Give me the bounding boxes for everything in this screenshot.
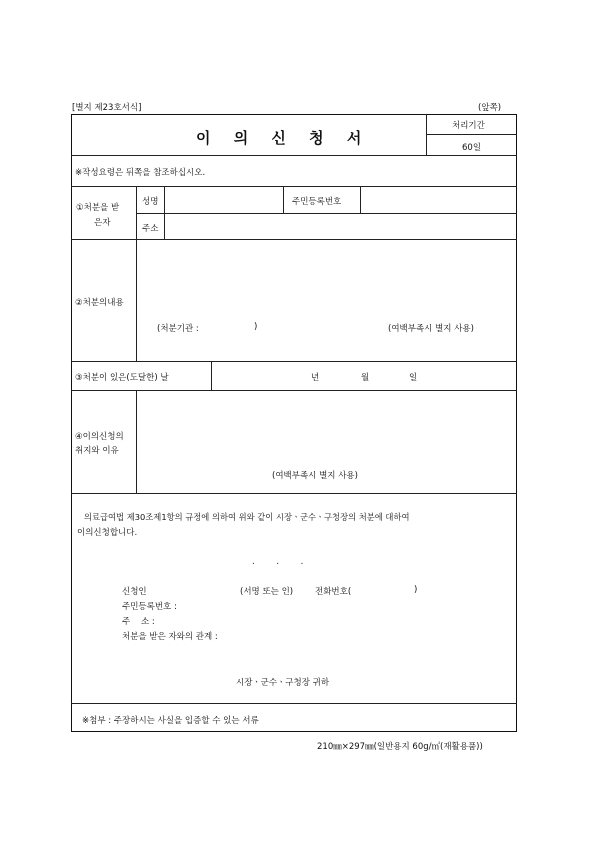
section1-label-cont: 은자 [94, 218, 111, 228]
date-line: . . . [252, 557, 304, 567]
form-title: 이 의 신 청 서 [196, 129, 371, 147]
divider [71, 703, 517, 704]
relation-label: 처분을 받은 자와의 관계 : [122, 632, 218, 642]
agency-label: (처분기관 : [157, 324, 199, 334]
addressee: 시장ㆍ군수ㆍ구청장 귀하 [236, 678, 330, 688]
divider [71, 186, 517, 187]
resident-number-label: 주민등록번호 [292, 197, 342, 207]
divider [71, 239, 517, 240]
month-label: 월 [361, 373, 370, 383]
instruction-note: ※작성요령은 뒤쪽을 참조하십시오. [75, 168, 206, 178]
phone-close: ) [414, 585, 418, 595]
page-side-label: (앞쪽) [478, 103, 502, 113]
signature-note: (서명 또는 인) [240, 587, 294, 597]
processing-label: 처리기간 [452, 121, 485, 131]
attachment-note: ※첨부 : 주장하시는 사실을 입증할 수 있는 서류 [82, 716, 259, 726]
phone-label: 전화번호( [315, 587, 352, 597]
name-field[interactable] [166, 188, 281, 211]
divider [71, 390, 517, 391]
address-label: 주소 [142, 224, 159, 234]
divider [283, 186, 284, 213]
applicant-address-label: 주 소 : [122, 617, 155, 627]
divider [71, 155, 517, 156]
section4-label: ④이의신청의 [75, 432, 124, 442]
divider [136, 186, 137, 361]
form-number: [별지 제23호서식] [72, 103, 142, 113]
agency-close: ) [254, 322, 258, 332]
divider [71, 361, 517, 362]
resident-number-field[interactable] [362, 188, 515, 211]
year-label: 년 [311, 373, 320, 383]
section3-label: ③처분이 있은(도달한) 날 [75, 373, 169, 383]
applicant-label: 신청인 [122, 587, 147, 597]
section1-label: ①처분을 받 [76, 203, 120, 213]
divider [136, 213, 517, 214]
disposition-content-field[interactable] [138, 241, 515, 316]
divider [426, 114, 427, 155]
processing-value: 60일 [462, 143, 482, 153]
paper-spec: 210㎜×297㎜(일반용지 60g/㎡(재활용품)) [317, 742, 483, 752]
divider [136, 390, 137, 493]
applicant-id-label: 주민등록번호 : [122, 602, 177, 612]
declaration-text: 의료급여법 제30조제1항의 규정에 의하여 위와 같이 시장ㆍ군수ㆍ구청장의 처분에 대하여 [84, 512, 410, 522]
name-label: 성명 [142, 197, 159, 207]
day-label: 일 [409, 373, 418, 383]
attach-note: (여백부족시 별지 사용) [272, 471, 358, 481]
reason-field[interactable] [138, 392, 515, 462]
attach-note: (여백부족시 별지 사용) [388, 324, 474, 334]
address-field[interactable] [166, 215, 515, 237]
divider [360, 186, 361, 213]
divider [164, 186, 165, 239]
divider [426, 134, 517, 135]
section4-label-cont: 취지와 이유 [75, 446, 119, 456]
declaration-text-cont: 이의신청합니다. [77, 528, 138, 538]
divider [71, 493, 517, 494]
section2-label: ②처분의내용 [75, 298, 124, 308]
divider [211, 361, 212, 390]
